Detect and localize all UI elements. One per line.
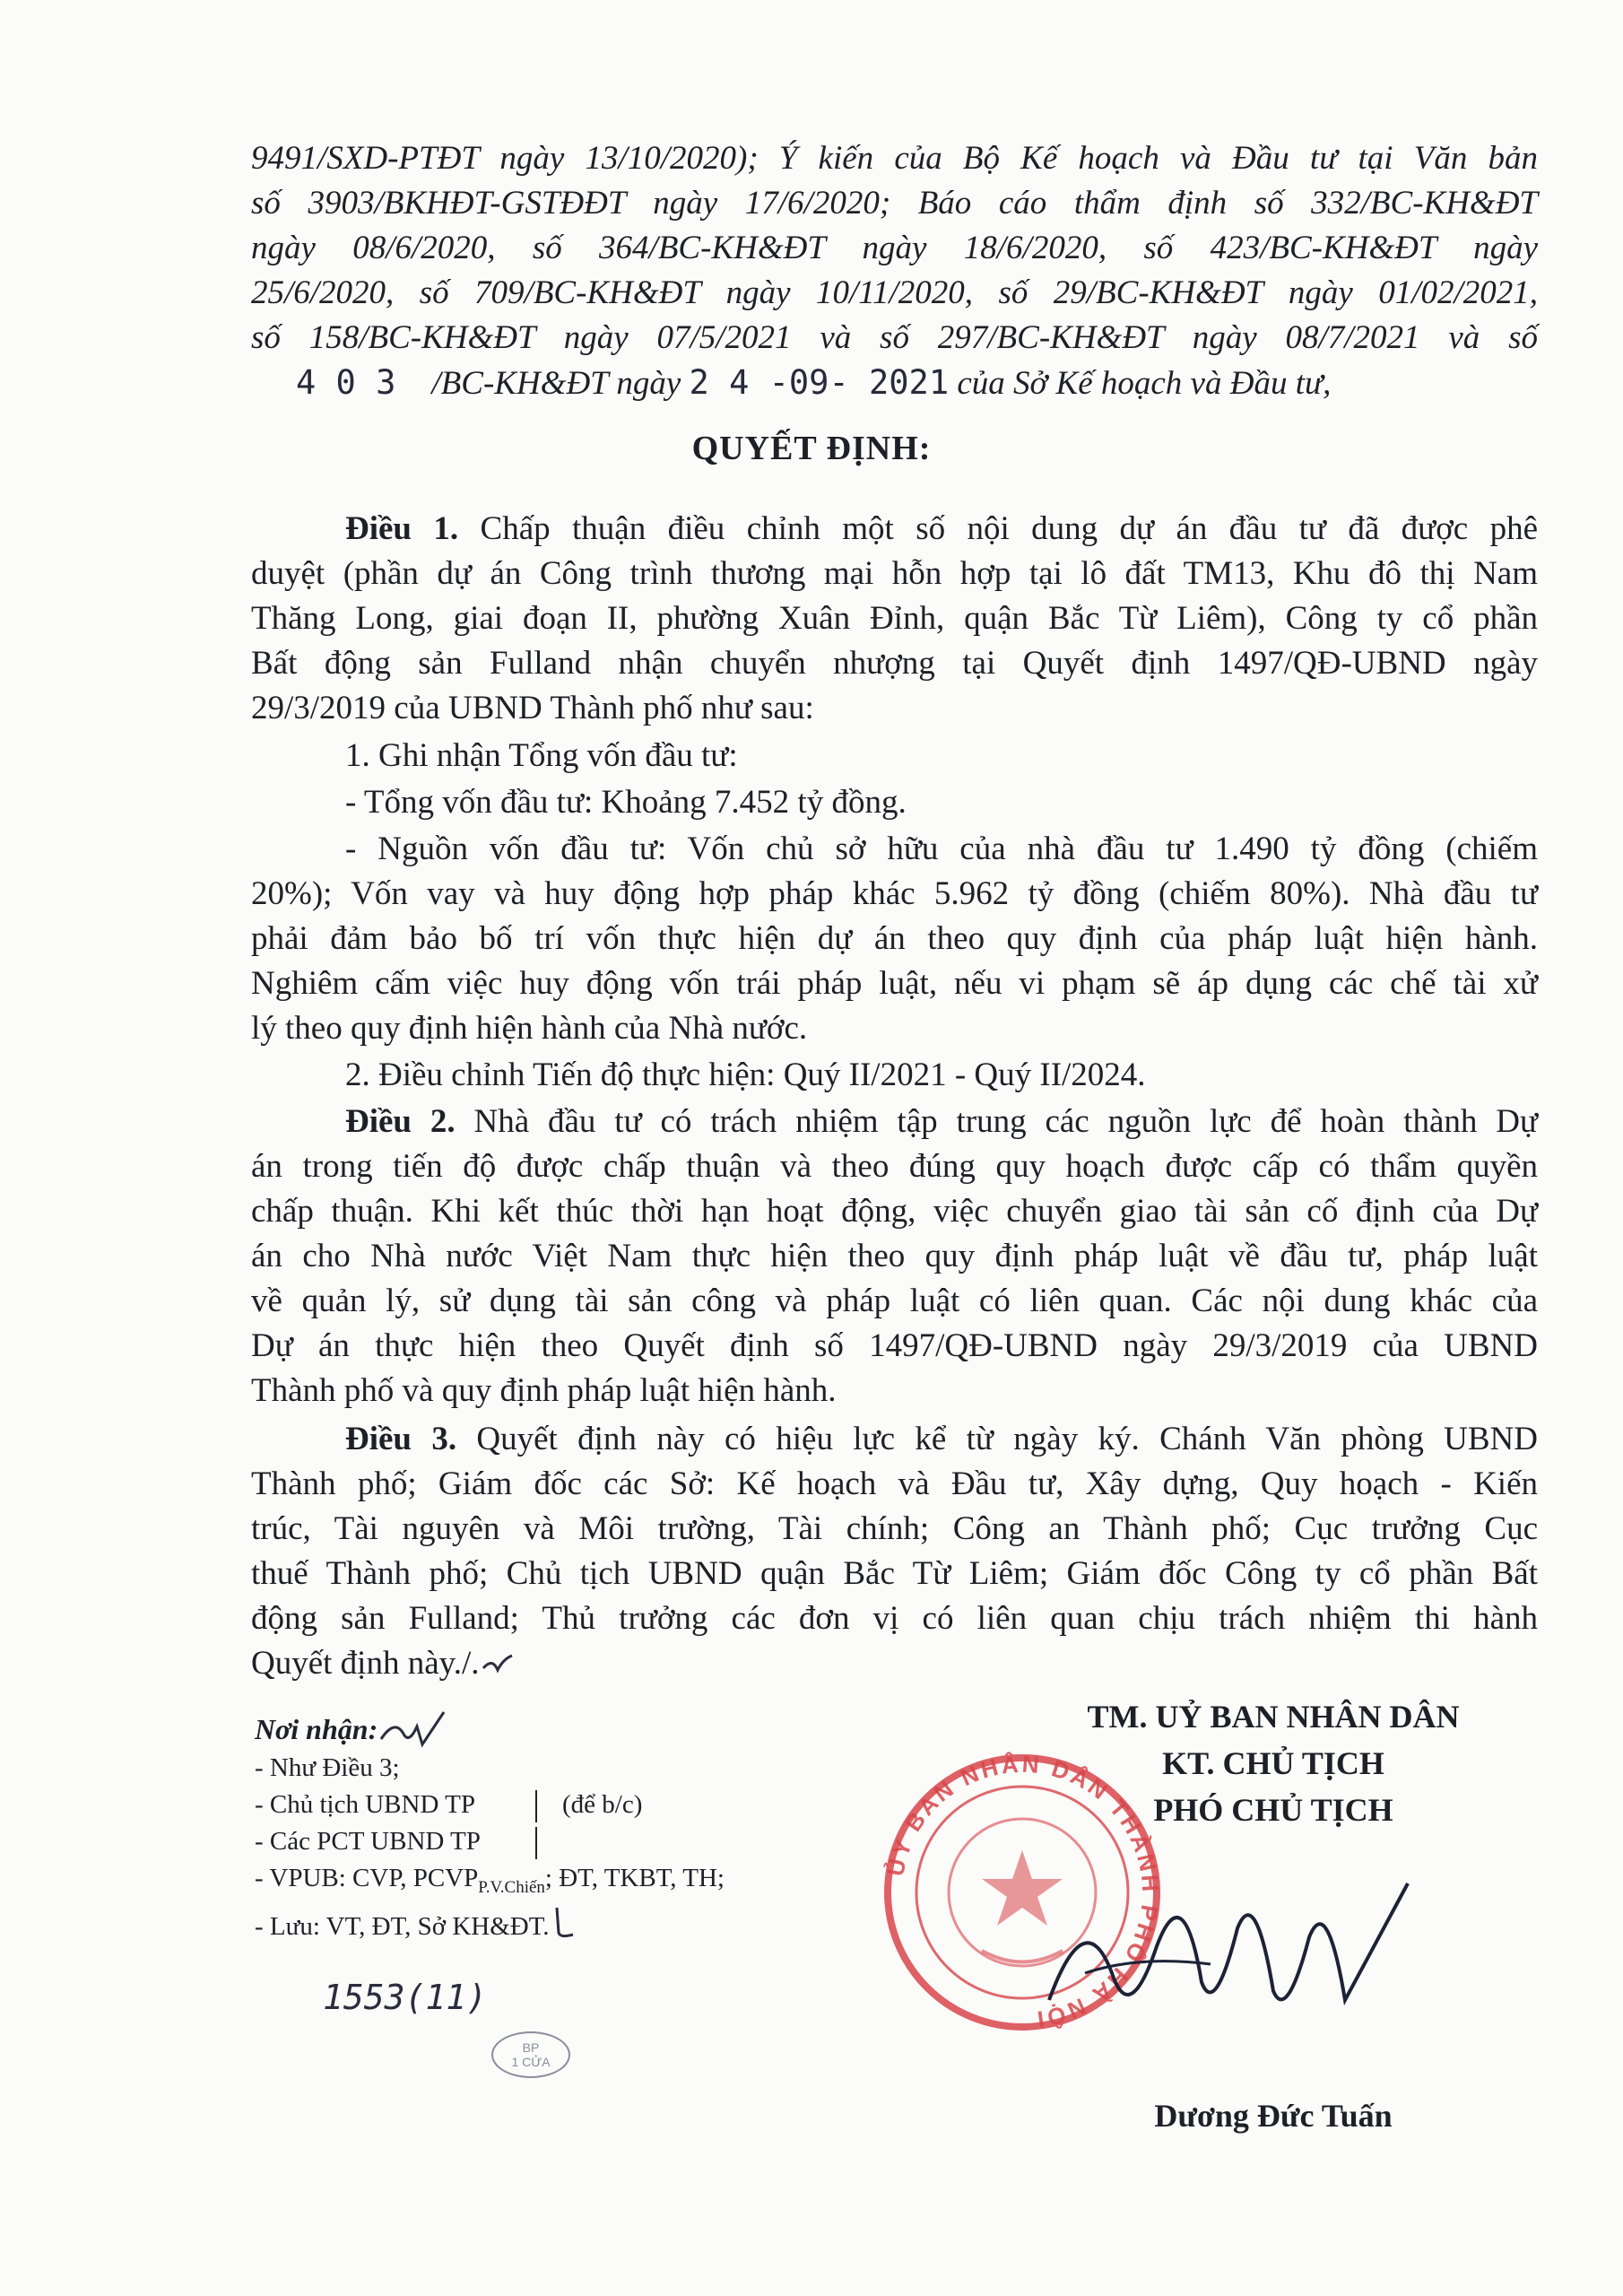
article-1-first-line: Điều 1. Chấp thuận điều chỉnh một số nội dung dự án đầu tư đã được phê — [345, 510, 1538, 547]
recipient-item: - Lưu: VT, ĐT, Sở KH&ĐT. — [255, 1906, 725, 1945]
signature-line-1: TM. UỶ BAN NHÂN DÂN — [1087, 1699, 1460, 1735]
article-1-item-1b: - Nguồn vốn đầu tư: Vốn chủ sở hữu của nhà đầu tư 1.490 tỷ đồng (chiếm — [345, 831, 1538, 867]
recipient-item: - Các PCT UBND TP — [255, 1823, 725, 1860]
article-line: lý theo quy định hiện hành của Nhà nước. — [251, 1010, 808, 1047]
article-line: Thành phố và quy định pháp luật hiện hành. — [251, 1372, 837, 1409]
recipient-item: - Chủ tịch UBND TP (để b/c) — [255, 1787, 725, 1823]
article-line: chấp thuận. Khi kết thúc thời hạn hoạt động, việc chuyển giao tài sản cố định của Dự — [251, 1193, 1538, 1230]
article-line: án trong tiến độ được chấp thuận và theo đúng quy hoạch được cấp có thẩm quyền — [251, 1148, 1538, 1185]
recipient-item: - VPUB: CVP, $PCVP_{P.V.Chiến}$; ĐT, TKBT, TH; — [255, 1864, 725, 1897]
recipient-item: - Như Điều 3; — [255, 1753, 400, 1782]
decision-title: QUYẾT ĐỊNH: — [691, 430, 932, 467]
handwritten-initial-icon — [378, 1709, 449, 1748]
article-line: duyệt (phần dự án Công trình thương mại hỗn hợp tại lô đất TM13, Khu đô thị Nam — [251, 555, 1538, 592]
preamble-line: số 158/BC-KH&ĐT ngày 07/5/2021 và số 297/BC-KH&ĐT ngày 08/7/2021 và số — [251, 319, 1538, 356]
article-line: về quản lý, sử dụng tài sản công và pháp luật có liên quan. Các nội dung khác của — [251, 1283, 1538, 1319]
article-2-first-line: Điều 2. Nhà đầu tư có trách nhiệm tập trung các nguồn lực để hoàn thành Dự — [345, 1103, 1538, 1140]
bracket-bar — [535, 1790, 537, 1822]
preamble-last-line: 4 0 3 /BC-KH&ĐT ngày 2 4 -09- 2021 của Sở Kế hoạch và Đầu tư, — [296, 363, 1332, 402]
recipients-block — [255, 1709, 725, 1945]
article-line: 29/3/2019 của UBND Thành phố như sau: — [251, 690, 814, 726]
recipients-title: Nơi nhận: — [255, 1713, 378, 1745]
bracket-note: (để b/c) — [562, 1790, 643, 1819]
article-line: thuế Thành phố; Chủ tịch UBND quận Bắc Từ Liêm; Giám đốc Công ty cổ phần Bất — [251, 1555, 1538, 1592]
article-line: Bất động sản Fulland nhận chuyển nhượng tại Quyết định 1497/QĐ-UBND ngày — [251, 645, 1538, 682]
signer-name: Dương Đức Tuấn — [1154, 2098, 1393, 2134]
handwritten-registry-number: 1553(11) — [323, 1978, 488, 2017]
article-line: Thăng Long, giai đoạn II, phường Xuân Đỉnh, quận Bắc Từ Liêm), Công ty cổ phần — [251, 600, 1538, 637]
bracket-bar — [535, 1827, 537, 1859]
article-line: phải đảm bảo bố trí vốn thực hiện dự án theo quy định của pháp luật hiện hành. — [251, 920, 1538, 957]
handwritten-date: 2 4 -09- 2021 — [689, 363, 950, 402]
article-line: trúc, Tài nguyên và Môi trường, Tài chính; Công an Thành phố; Cục trưởng Cục — [251, 1510, 1538, 1547]
preamble-line: 25/6/2020, số 709/BC-KH&ĐT ngày 10/11/2020, số 29/BC-KH&ĐT ngày 01/02/2021, — [251, 274, 1538, 311]
preamble-line: số 3903/BKHĐT-GSTĐĐT ngày 17/6/2020; Báo cáo thẩm định số 332/BC-KH&ĐT — [251, 185, 1538, 222]
article-line: 20%); Vốn vay và huy động hợp pháp khác 5.962 tỷ đồng (chiếm 80%). Nhà đầu tư — [251, 875, 1538, 912]
initial-mark-icon — [480, 1650, 516, 1677]
signature-line-3: PHÓ CHỦ TỊCH — [1153, 1792, 1393, 1828]
article-line: án cho Nhà nước Việt Nam thực hiện theo quy định pháp luật về đầu tư, pháp luật — [251, 1238, 1538, 1274]
article-line: động sản Fulland; Thủ trưởng các đơn vị có liên quan chịu trách nhiệm thi hành — [251, 1600, 1538, 1637]
handwritten-doc-number: 4 0 3 — [296, 363, 396, 402]
preamble-line: 9491/SXD-PTĐT ngày 13/10/2020); Ý kiến của Bộ Kế hoạch và Đầu tư tại Văn bản — [251, 140, 1538, 177]
article-line: Quyết định này./. — [251, 1641, 1538, 1686]
article-1-item-1a: - Tổng vốn đầu tư: Khoảng 7.452 tỷ đồng. — [345, 784, 907, 821]
small-stamp: BP 1 CỬA — [491, 2031, 570, 2078]
article-line: Nghiêm cấm việc huy động vốn trái pháp luật, nếu vi phạm sẽ áp dụng các chế tài xử — [251, 965, 1538, 1002]
recipients-title-row — [255, 1709, 725, 1750]
signature-scribble-icon — [1031, 1866, 1480, 2045]
seal-text: ỦY BAN NHÂN DÂN THÀNH PHỐ HÀ NỘI — [881, 1750, 1165, 2034]
article-line: Dự án thực hiện theo Quyết định số 1497/QĐ-UBND ngày 29/3/2019 của UBND — [251, 1327, 1538, 1364]
signature-line-2: KT. CHỦ TỊCH — [1162, 1745, 1384, 1781]
article-1-item-2: 2. Điều chỉnh Tiến độ thực hiện: Quý II/2021 - Quý II/2024. — [345, 1057, 1146, 1093]
preamble-line: ngày 08/6/2020, số 364/BC-KH&ĐT ngày 18/6/2020, số 423/BC-KH&ĐT ngày — [251, 230, 1538, 266]
article-3-first-line: Điều 3. Quyết định này có hiệu lực kể từ ngày ký. Chánh Văn phòng UBND — [345, 1421, 1538, 1457]
article-line: Thành phố; Giám đốc các Sở: Kế hoạch và Đầu tư, Xây dựng, Quy hoạch - Kiến — [251, 1465, 1538, 1502]
article-1-item-1: 1. Ghi nhận Tổng vốn đầu tư: — [345, 737, 738, 774]
handwritten-tick-icon — [550, 1906, 577, 1942]
